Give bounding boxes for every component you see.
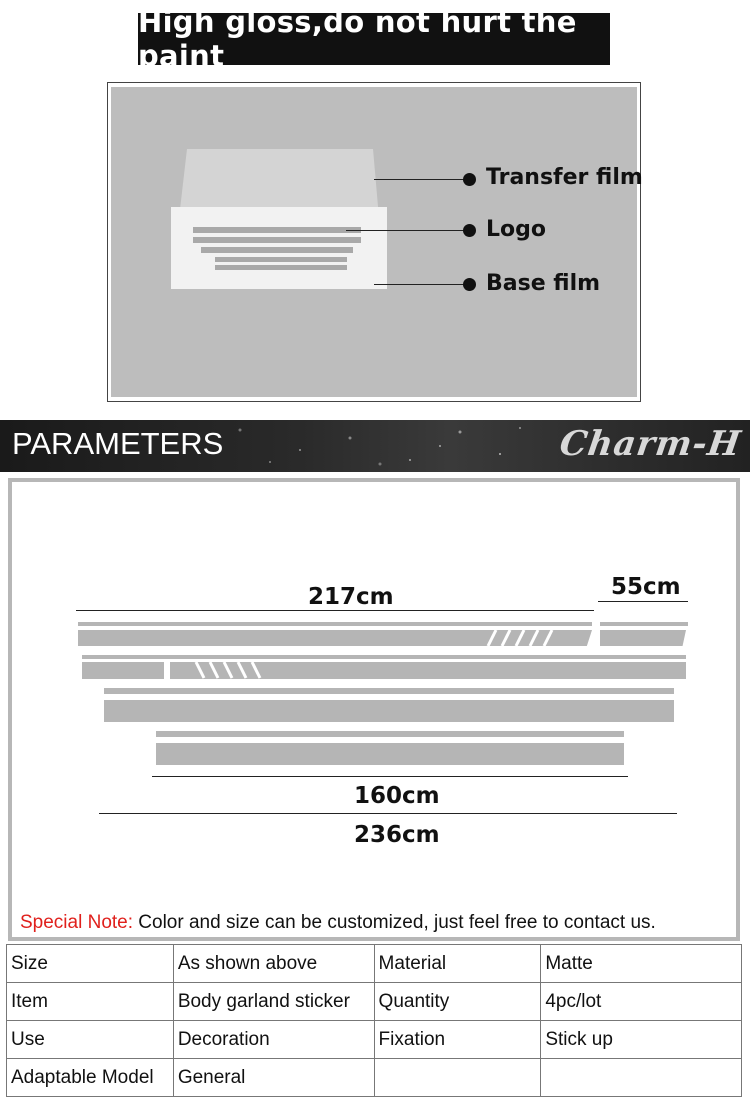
logo-leader: [346, 230, 468, 231]
dimension-160: 160cm: [354, 783, 440, 809]
spec-value: Decoration: [173, 1021, 374, 1059]
title-banner: [138, 5, 610, 73]
stripe-top-thin: [78, 622, 592, 626]
stripe-middle-thin: [82, 655, 686, 659]
bullet-dot: [463, 173, 476, 186]
layer-illustration: [111, 87, 637, 397]
stripe-upper-short-thin: [600, 622, 688, 626]
stripe-lower-thin: [104, 688, 674, 694]
special-note-label: Special Note:: [20, 912, 134, 933]
spec-value: Stick up: [541, 1021, 742, 1059]
spec-value: Matte: [541, 945, 742, 983]
transfer-film-leader: [374, 179, 468, 180]
logo-stripe: [215, 257, 347, 262]
logo-stripe: [215, 265, 347, 270]
base-film-label: Base film: [486, 271, 601, 296]
logo-stripe: [193, 237, 361, 243]
table-row: [7, 1021, 742, 1059]
bullet-dot: [463, 224, 476, 237]
film-layers-graphic: [111, 87, 637, 397]
spec-key: Material: [374, 945, 541, 983]
stripe-upper-short: [600, 630, 686, 646]
stripe-bottom-wide: [156, 743, 624, 765]
spec-key: Adaptable Model: [7, 1059, 174, 1097]
spec-value: General: [173, 1059, 374, 1097]
dimension-236: 236cm: [354, 822, 440, 848]
special-note-text: Color and size can be customized, just feel free to contact us.: [133, 912, 656, 933]
stripe-bottom-thin: [156, 731, 624, 737]
spec-key: Size: [7, 945, 174, 983]
dimension-line-217: [76, 610, 594, 611]
spec-value: [541, 1059, 742, 1097]
parameters-title: PARAMETERS: [12, 426, 224, 461]
stripe-lower-wide: [104, 700, 674, 722]
logo-stripe: [193, 227, 361, 233]
bullet-dot: [463, 278, 476, 291]
spec-key: Quantity: [374, 983, 541, 1021]
dimension-217: 217cm: [308, 584, 394, 610]
spec-key: Item: [7, 983, 174, 1021]
dimension-line-236: [99, 813, 677, 814]
base-film-leader: [374, 284, 468, 285]
stripe-middle-left: [82, 662, 164, 679]
slash-pattern-upper: [480, 628, 570, 648]
logo-label: Logo: [486, 217, 546, 242]
transfer-film-label: Transfer film: [486, 165, 643, 190]
spec-value: Body garland sticker: [173, 983, 374, 1021]
title-text: High gloss,do not hurt the paint: [138, 5, 577, 73]
table-row: [7, 983, 742, 1021]
special-note: [20, 912, 656, 934]
logo-stripe: [201, 247, 353, 253]
spec-key: Fixation: [374, 1021, 541, 1059]
spec-table: [6, 944, 742, 1097]
spec-value: As shown above: [173, 945, 374, 983]
dimension-line-160: [152, 776, 628, 777]
table-row: [7, 1059, 742, 1097]
slash-pattern-middle: [190, 660, 280, 680]
brand-logo: Charm-H: [557, 424, 744, 464]
spec-value: 4pc/lot: [541, 983, 742, 1021]
spec-key: Use: [7, 1021, 174, 1059]
table-row: [7, 945, 742, 983]
dimension-55: 55cm: [611, 574, 681, 600]
dimension-line-55: [598, 601, 688, 602]
spec-key: [374, 1059, 541, 1097]
